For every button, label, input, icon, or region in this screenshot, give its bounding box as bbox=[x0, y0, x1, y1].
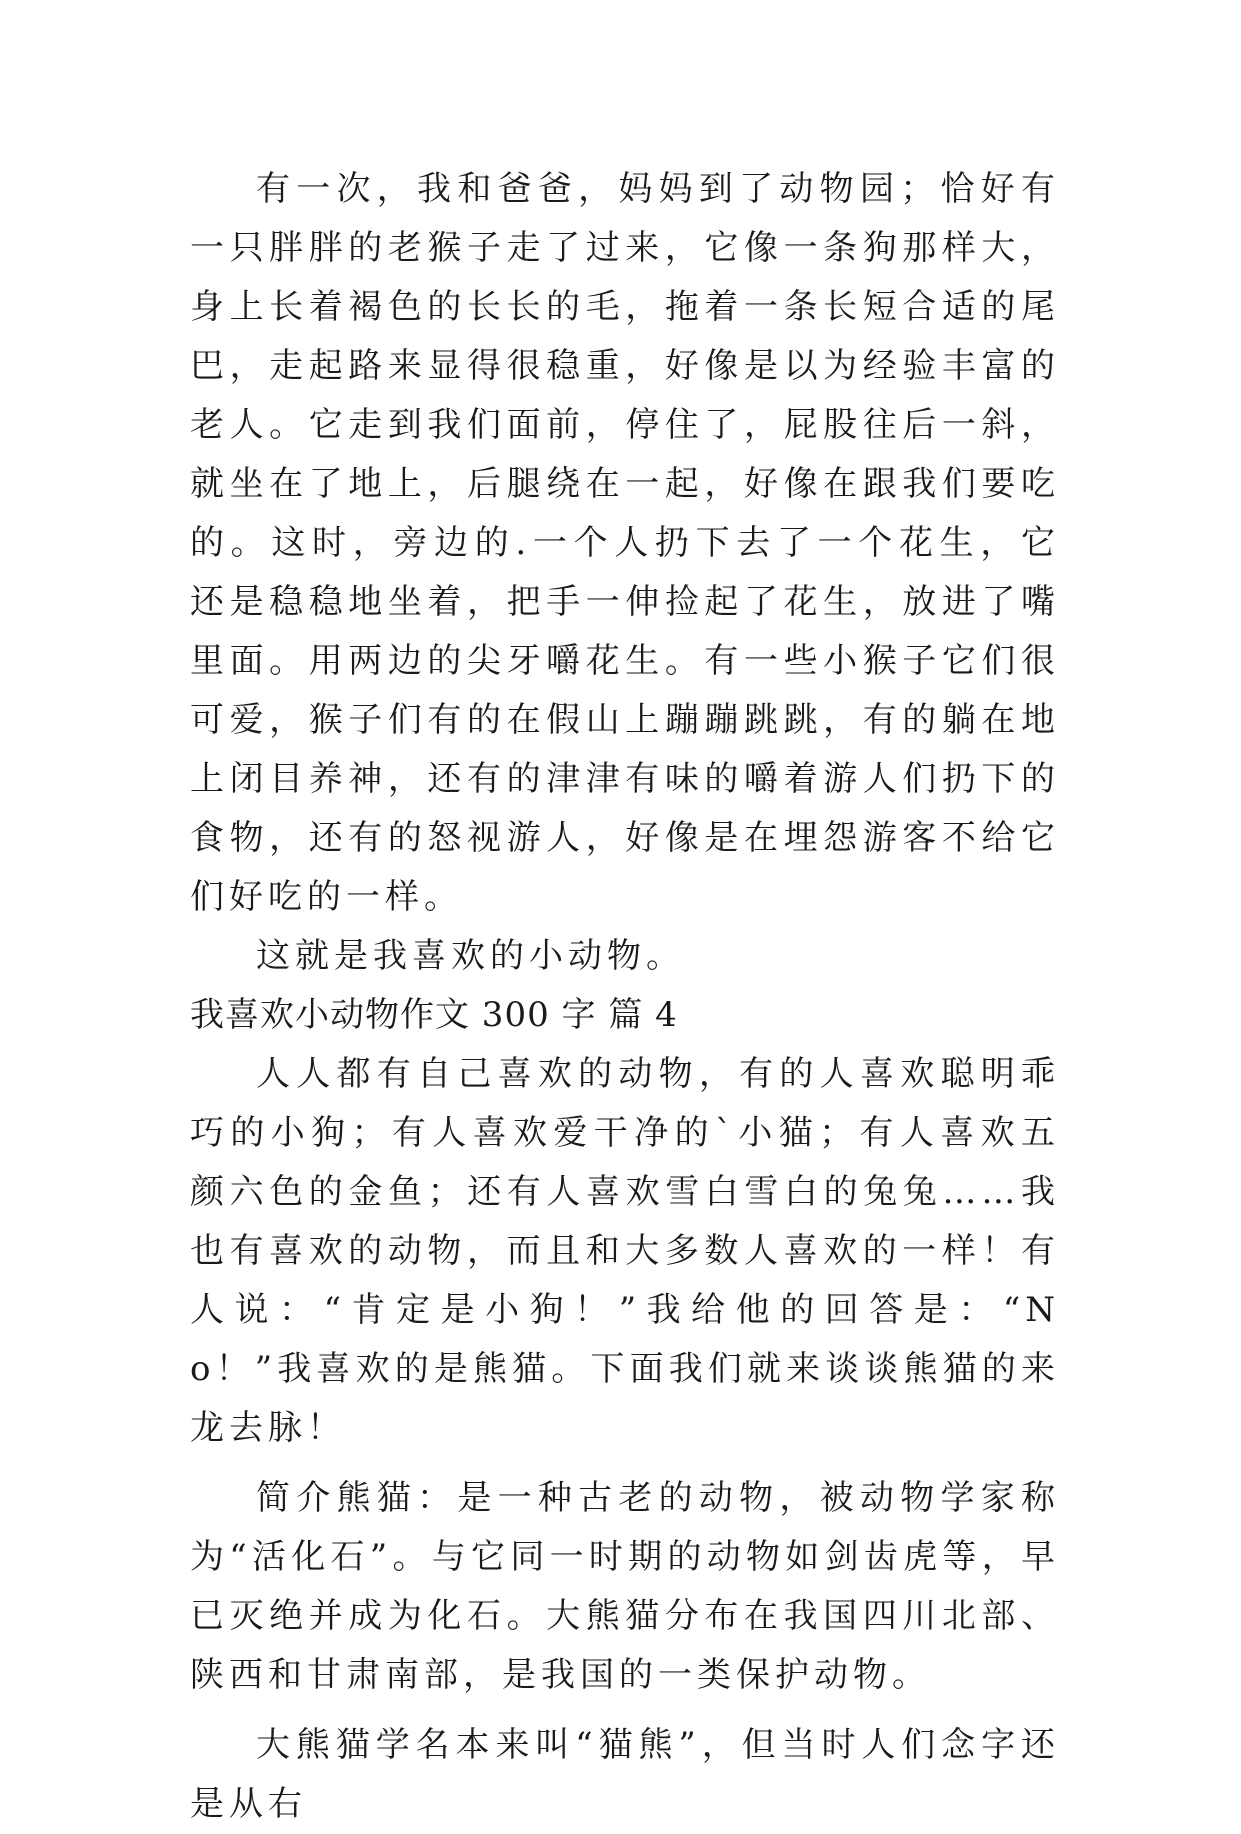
paragraph-panda-name: 大熊猫学名本来叫“猫熊”，但当时人们念字还是从右 bbox=[190, 1725, 1060, 1824]
paragraph-favorite-animals: 人人都有自己喜欢的动物，有的人喜欢聪明乖巧的小狗；有人喜欢爱干净的`小猫；有人喜欢五颜六色的金鱼；还有人喜欢雪白雪白的兔兔……我也有喜欢的动物，而且和大多数人喜欢的一样！有人说：“肯定是小狗！”我给他的回答是：“No！”我喜欢的是熊猫。下面我们就来谈谈熊猫的来龙去脉！ bbox=[190, 1054, 1060, 1448]
paragraph-monkey-story: 有一次，我和爸爸，妈妈到了动物园；恰好有一只胖胖的老猴子走了过来，它像一条狗那样大，身上长着褐色的长长的毛，拖着一条长短合适的尾巴，走起路来显得很稳重，好像是以为经验丰富的老人。它走到我们面前，停住了，屁股往后一斜，就坐在了地上，后腿绕在一起，好像在跟我们要吃的。这时，旁边的.一个人扔下去了一个花生，它还是稳稳地坐着，把手一伸捡起了花生，放进了嘴里面。用两边的尖牙嚼花生。有一些小猴子它们很可爱，猴子们有的在假山上蹦蹦跳跳，有的躺在地上闭目养神，还有的津津有味的嚼着游人们扔下的食物，还有的怒视游人，好像是在埋怨游客不给它们好吃的一样。 bbox=[190, 169, 1060, 917]
document-body bbox=[190, 160, 1060, 1834]
section-heading: 我喜欢小动物作文 300 字 篇 4 bbox=[190, 995, 678, 1035]
paragraph-conclusion: 这就是我喜欢的小动物。 bbox=[256, 936, 685, 976]
paragraph-panda-intro: 简介熊猫：是一种古老的动物，被动物学家称为“活化石”。与它同一时期的动物如剑齿虎等，早已灭绝并成为化石。大熊猫分布在我国四川北部、陕西和甘肃南部，是我国的一类保护动物。 bbox=[190, 1478, 1060, 1695]
